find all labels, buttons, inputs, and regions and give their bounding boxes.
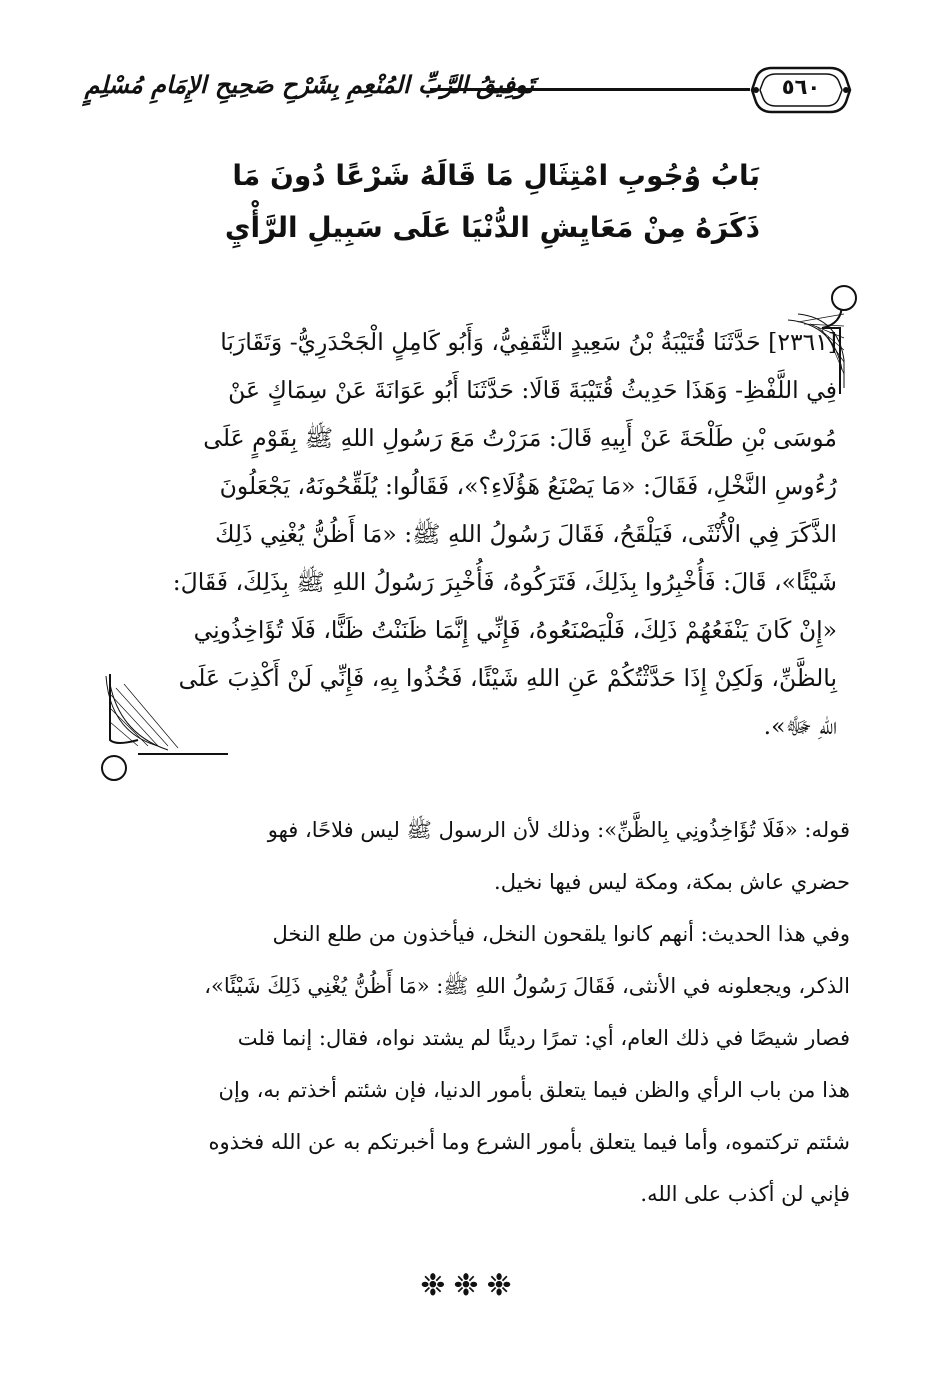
chapter-title-line: ذَكَرَهُ مِنْ مَعَايِشِ الدُّنْيَا عَلَى سَبِيلِ الرَّأْيِ (224, 211, 760, 244)
commentary-line: الذكر، ويجعلونه في الأنثى، فَقَالَ رَسُولُ اللهِ ﷺ: «مَا أَظُنُّ يُغْنِي ذَلِكَ شَيْئًا»، (204, 974, 850, 998)
hadith-line: الذَّكَرَ فِي الْأُنْثَى، فَيَلْقَحُ، فَقَالَ رَسُولُ اللهِ ﷺ: «مَا أَظُنُّ يُغْنِي ذَلِكَ (215, 520, 837, 548)
chapter-title (224, 150, 760, 254)
hadith-line: فِي اللَّفْظِ- وَهَذَا حَدِيثُ قُتَيْبَةَ قَالَا: حَدَّثَنَا أَبُو عَوَانَةَ عَنْ سِمَاكٍ عَنْ (228, 376, 837, 404)
page-number: ٥٦٠ (781, 75, 821, 99)
commentary-line: فإني لن أكذب على الله. (640, 1182, 850, 1206)
commentary-line: شئتم تركتموه، وأما فيما يتعلق بأمور الشرع وما أخبرتكم به عن الله فخذوه (208, 1130, 850, 1154)
commentary-line: هذا من باب الرأي والظن فيما يتعلق بأمور الدنيا، فإن شئتم أخذتم به، وإن (218, 1078, 850, 1102)
book-title: تَوفِيقُ الرَّبِّ المُنْعِمِ بِشَرْحِ صَحِيحِ الإِمَامِ مُسْلِمٍ (84, 70, 534, 99)
hadith-line: اللهِ ﷻ». (763, 712, 837, 740)
header-divider (430, 88, 750, 91)
chapter-title-line: بَابُ وُجُوبِ امْتِثَالِ مَا قَالَهُ شَرْعًا دُونَ مَا (232, 159, 760, 192)
section-end-ornament: ❉❉❉ (420, 1268, 520, 1303)
page-number-badge (750, 62, 852, 118)
hadith-line: [٢٣٦١] حَدَّثَنَا قُتَيْبَةُ بْنُ سَعِيدٍ الثَّقَفِيُّ، وَأَبُو كَامِلٍ الْجَحْدَرِيُّ- وَتَقَارَبَا (220, 328, 837, 356)
hadith-line: «إِنْ كَانَ يَنْفَعُهُمْ ذَلِكَ، فَلْيَصْنَعُوهُ، فَإِنِّي إِنَّمَا ظَنَنْتُ ظَنًّا، فَلَا تُؤَاخِذُونِي (193, 616, 837, 644)
commentary-text (90, 804, 850, 1220)
commentary-line: وفي هذا الحديث: أنهم كانوا يلقحون النخل، فيأخذون من طلع النخل (272, 922, 850, 946)
commentary-line: قوله: «فَلَا تُؤَاخِذُونِي بِالظَّنِّ»: وذلك لأن الرسول ﷺ ليس فلاحًا، فهو (267, 818, 850, 842)
hadith-text (132, 318, 837, 750)
commentary-line: حضري عاش بمكة، ومكة ليس فيها نخيل. (494, 870, 850, 894)
hadith-line: شَيْئًا»، قَالَ: فَأُخْبِرُوا بِذَلِكَ، فَتَرَكُوهُ، فَأُخْبِرَ رَسُولُ اللهِ ﷺ بِذَلِكَ، فَقَالَ: (172, 568, 837, 596)
hadith-line: بِالظَّنِّ، وَلَكِنْ إِذَا حَدَّثْتُكُمْ عَنِ اللهِ شَيْئًا، فَخُذُوا بِهِ، فَإِنِّي لَنْ أَكْذِبَ عَلَى (178, 664, 837, 692)
hadith-line: رُءُوسِ النَّخْلِ، فَقَالَ: «مَا يَصْنَعُ هَؤُلَاءِ؟»، فَقَالُوا: يُلَقِّحُونَهُ، يَجْعَلُونَ (219, 472, 837, 500)
hadith-line: مُوسَى بْنِ طَلْحَةَ عَنْ أَبِيهِ قَالَ: مَرَرْتُ مَعَ رَسُولِ اللهِ ﷺ بِقَوْمٍ عَلَى (203, 424, 837, 452)
commentary-line: فصار شيصًا في ذلك العام، أي: تمرًا رديئًا لم يشتد نواه، فقال: إنما قلت (237, 1026, 850, 1050)
page-header (84, 62, 852, 132)
